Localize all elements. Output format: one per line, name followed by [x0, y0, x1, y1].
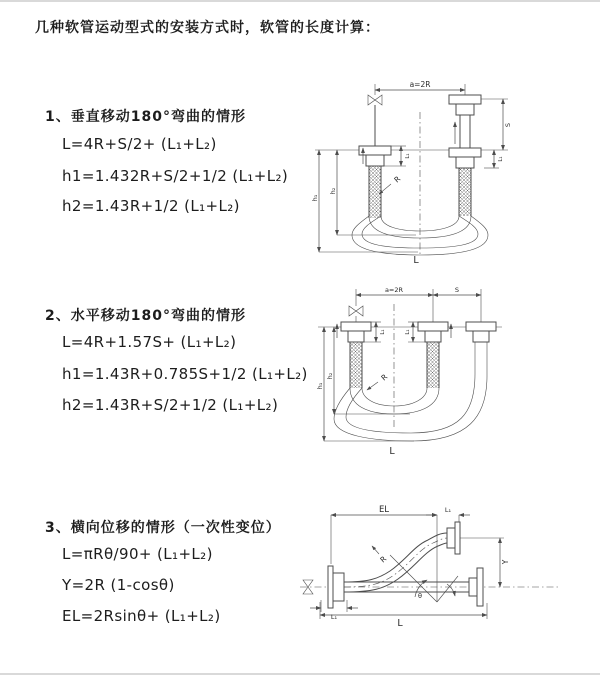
- dim-label-h2: h₂: [329, 187, 337, 195]
- dim-label-el: EL: [378, 505, 390, 515]
- formula-line: h2=1.43R+1/2 (L₁+L₂): [62, 197, 240, 215]
- dim-label-l1: L₁: [498, 156, 504, 162]
- radius-callout: [367, 372, 389, 390]
- valve-icon: [368, 95, 382, 105]
- dimension-a2r: [375, 80, 465, 95]
- flange-left: [359, 146, 391, 166]
- dimension-l1-right: [484, 150, 504, 168]
- dimension-l1-left: [310, 600, 358, 621]
- dimension-s: [433, 286, 481, 322]
- radius-label: R: [378, 554, 389, 565]
- dimension-h2: [326, 327, 410, 414]
- angle-construction: [390, 555, 458, 602]
- hose-braid-sections: [350, 342, 439, 388]
- dimension-l: [320, 602, 487, 629]
- dim-label-l1: L₁: [380, 329, 386, 335]
- flange-top: [447, 522, 460, 554]
- radius-callout: [379, 174, 402, 194]
- formula-line: L=4R+S/2+ (L₁+L₂): [62, 135, 217, 153]
- formula-line: L=4R+1.57S+ (L₁+L₂): [62, 333, 237, 351]
- dim-label-l1: L₁: [444, 506, 452, 514]
- dimension-s: [481, 99, 512, 150]
- angle-label: θ: [418, 592, 422, 600]
- dimension-a2r: [356, 286, 433, 322]
- dim-label-l1: L₁: [330, 613, 338, 621]
- dim-label-y: Y: [501, 559, 510, 565]
- dimension-l1-top: [426, 506, 470, 522]
- valve-icon: [349, 306, 363, 322]
- dimension-el: [331, 505, 437, 602]
- diagram-horizontal-180-bend: [310, 278, 595, 463]
- section-2-heading: 2、水平移动180°弯曲的情形: [45, 308, 246, 324]
- dim-label-l1: L₁: [405, 153, 411, 159]
- dim-label-s: S: [504, 122, 512, 128]
- dim-label-l1: L₁: [405, 329, 411, 335]
- radius-label: R: [379, 372, 390, 383]
- formula-line: h1=1.432R+S/2+1/2 (L₁+L₂): [62, 167, 289, 185]
- radius-callout: [372, 546, 388, 565]
- dim-label-a2r: a=2R: [409, 80, 431, 89]
- dimension-h1: [316, 327, 414, 441]
- dim-label-h1: h₁: [311, 194, 319, 202]
- section-3-heading: 3、横向位移的情形（一次性变位）: [45, 520, 281, 536]
- length-label: L: [389, 446, 395, 457]
- page-title: 几种软管运动型式的安装方式时，软管的长度计算：: [35, 20, 380, 36]
- flange-right: [469, 568, 483, 606]
- formula-line: L=πRθ/90+ (L₁+L₂): [62, 545, 213, 563]
- flange-right-lower: [449, 148, 481, 168]
- flange-left: [341, 322, 371, 342]
- length-label: L: [397, 618, 403, 629]
- length-label: L: [413, 255, 419, 266]
- flange-left: [328, 566, 344, 608]
- dim-label-s: S: [454, 286, 460, 294]
- section-1-heading: 1、垂直移动180°弯曲的情形: [45, 109, 246, 125]
- flange-right-upper: [449, 95, 481, 115]
- formula-line: Y=2R (1-cosθ): [62, 576, 175, 594]
- flange-right: [466, 322, 496, 342]
- dimension-y: [460, 538, 510, 587]
- radius-label: R: [392, 174, 403, 185]
- diagram-vertical-180-bend: [310, 68, 595, 264]
- dimension-h1: [311, 150, 418, 252]
- formula-line: h1=1.43R+0.785S+1/2 (L₁+L₂): [62, 365, 308, 383]
- hose-curves: [344, 533, 447, 592]
- formula-line: h2=1.43R+S/2+1/2 (L₁+L₂): [62, 396, 279, 414]
- dim-label-h2: h₂: [326, 372, 334, 380]
- flange-middle: [418, 322, 448, 342]
- dim-label-a2r: a=2R: [384, 286, 404, 294]
- diagram-lateral-displacement: [298, 502, 600, 654]
- dim-label-h1: h₁: [316, 382, 324, 390]
- scan-edge-top: [0, 0, 600, 2]
- formula-line: EL=2Rsinθ+ (L₁+L₂): [62, 607, 221, 625]
